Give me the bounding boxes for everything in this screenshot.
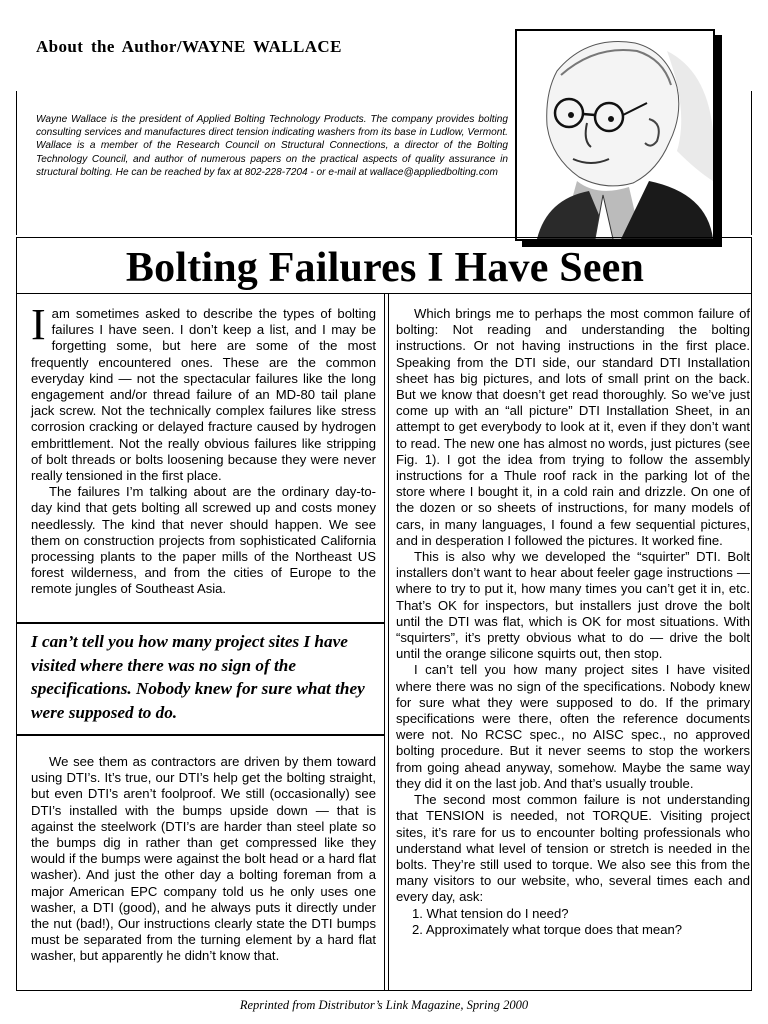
- pull-quote-top-rule: [16, 622, 384, 624]
- pull-quote-bottom-rule: [16, 734, 384, 736]
- paragraph-specifications: I can’t tell you how many project sites I have visited where there was no sign of the specifications. Nobody knew for sure what they were supposed to do. If the primary specifications were there, often the reference documents were not. No RCSC spec., no AISC spec., no approved bolting procedure. But it never seems to stop the workers from going ahead anyway, somehow. Maybe the same way they did it on the last job. And that’s usually trouble.: [396, 662, 750, 791]
- paragraph-ordinary-failures: The failures I’m talking about are the ordinary day-to-day kind that gets bolting all screwed up and costs money needlessly. The kind that never should happen. We see them on construction projects from sophisticated California processing plants to the paper mills of the Northeast US forest wilderness, and from the cities of Europe to the remote jungles of Southeast Asia.: [31, 484, 376, 597]
- title-top-rule: [16, 237, 752, 238]
- column-divider-right: [388, 293, 389, 990]
- drop-cap: I: [31, 300, 46, 349]
- paragraph-contractors: We see them as contractors are driven by them toward using DTI’s. It’s true, our DTI’s help get the bolting straight, but even DTI’s aren’t foolproof. We still (occasionally) see DTI’s installed with the bumps upside down — that is against the steelwork (DTI’s are harder than steel plate so the bumps dig in rather than get compressed like they would if the bumps were against the bolt head or a hard flat washer). And just the other day a bolting foreman from a major American EPC company told us he only uses one washer, a DTI (good), and he always puts it directly under the nut (bad!), Our instructions clearly state the DTI bumps must be separated from the turning element by a hard flat washer, but apparently he didn’t know that.: [31, 754, 376, 964]
- list-item: 1. What tension do I need?: [412, 905, 569, 921]
- title-left-rule: [16, 237, 17, 293]
- author-photo: [515, 29, 715, 241]
- left-column-lower: [31, 754, 376, 965]
- bio-left-rule: [16, 91, 17, 235]
- page-bottom-rule: [16, 990, 752, 991]
- right-column-outer-rule: [751, 293, 752, 990]
- paragraph-squirter: This is also why we developed the “squirter” DTI. Bolt installers don’t want to hear about feeler gage instructions — where to try to put it, how many times you can’t get it in, etc. That’s OK for inspectors, but installers just drove the bolt until the DTI was flat, which is OK for most situations. With “squirters”, it’s pretty obvious what to do — drive the bolt until the orange silicone squirts out, then stop.: [396, 549, 750, 662]
- pull-quote: I can’t tell you how many project sites I have visited where there was no sign of the specifications. Nobody knew for sure what they were supposed to do.: [31, 632, 365, 722]
- left-column: [31, 300, 376, 598]
- question-list: [396, 906, 750, 938]
- left-column-outer-rule: [16, 293, 17, 990]
- author-heading: About the Author/WAYNE WALLACE: [36, 37, 342, 56]
- author-portrait-illustration: [517, 31, 713, 239]
- article-title: Bolting Failures I Have Seen: [125, 245, 645, 291]
- right-column: [396, 306, 750, 938]
- paragraph-instructions: Which brings me to perhaps the most common failure of bolting: Not reading and understanding the bolting instructions. Or not having instructions in the first place. Speaking from the DTI side, our standard DTI Installation sheet has big pictures, and lots of small print on the back. But we know that doesn’t get read thoroughly. So we’ve just come up with an “all picture” DTI Installation Sheet, in an attempt to get everybody to look at it, even if they don’t want to read. The new one has almost no words, just pictures (see Fig. 1). I got the idea from trying to follow the assembly instructions for a Thule roof rack in the parking lot of the store where I bought it, in a cold rain and drizzle. On one of the dozen or so sheets of instructions, for many models of cars, in many languages, I found a few sequential pictures, and in desperation I followed the pictures. It worked fine.: [396, 306, 750, 548]
- author-bio: Wayne Wallace is the president of Applied Bolting Technology Products. The company provides bolting consulting services and manufactures direct tension indicating washers from its base in Ludlow, Vermont. Wallace is a member of the Research Council on Structural Connections, a director of the Bolting Technology Council, and author of numerous papers on the practical aspects of quality assurance in structural bolting. He can be reached by fax at 802-228-7204 - or e-mail at wallace@appliedbolting.com: [36, 114, 508, 178]
- paragraph-intro: Iam sometimes asked to describe the types of bolting failures I have seen. I don’t keep a list, and I may be forgetting some, but here are some of the most frequently encountered ones. These are the common everyday kind — not the spectacular failures like the long engagement and/or thread failure of an MD-80 tail plane jack screw. Not the technically complex failures like stress corrosion cracking or delayed fracture caused by hydrogen embrittlement. Not the really obvious failures like stripping of bolt threads or bolts loosening because they were never really tensioned in the first place.: [31, 300, 376, 484]
- reprint-credit: Reprinted from Distributor’s Link Magazine, Spring 2000: [239, 998, 529, 1012]
- column-divider-left: [384, 293, 385, 990]
- paragraph-tension-torque: The second most common failure is not understanding that TENSION is needed, not TORQUE. Visiting project sites, it’s rare for us to encounter bolting professionals who understand what level of tension or stretch is needed in the bolts. They’re still used to torque. We also see this from the many visitors to our website, who, several times each and every day, ask:: [396, 792, 750, 905]
- list-item: 2. Approximately what torque does that mean?: [412, 921, 683, 937]
- bio-right-rule: [751, 91, 752, 235]
